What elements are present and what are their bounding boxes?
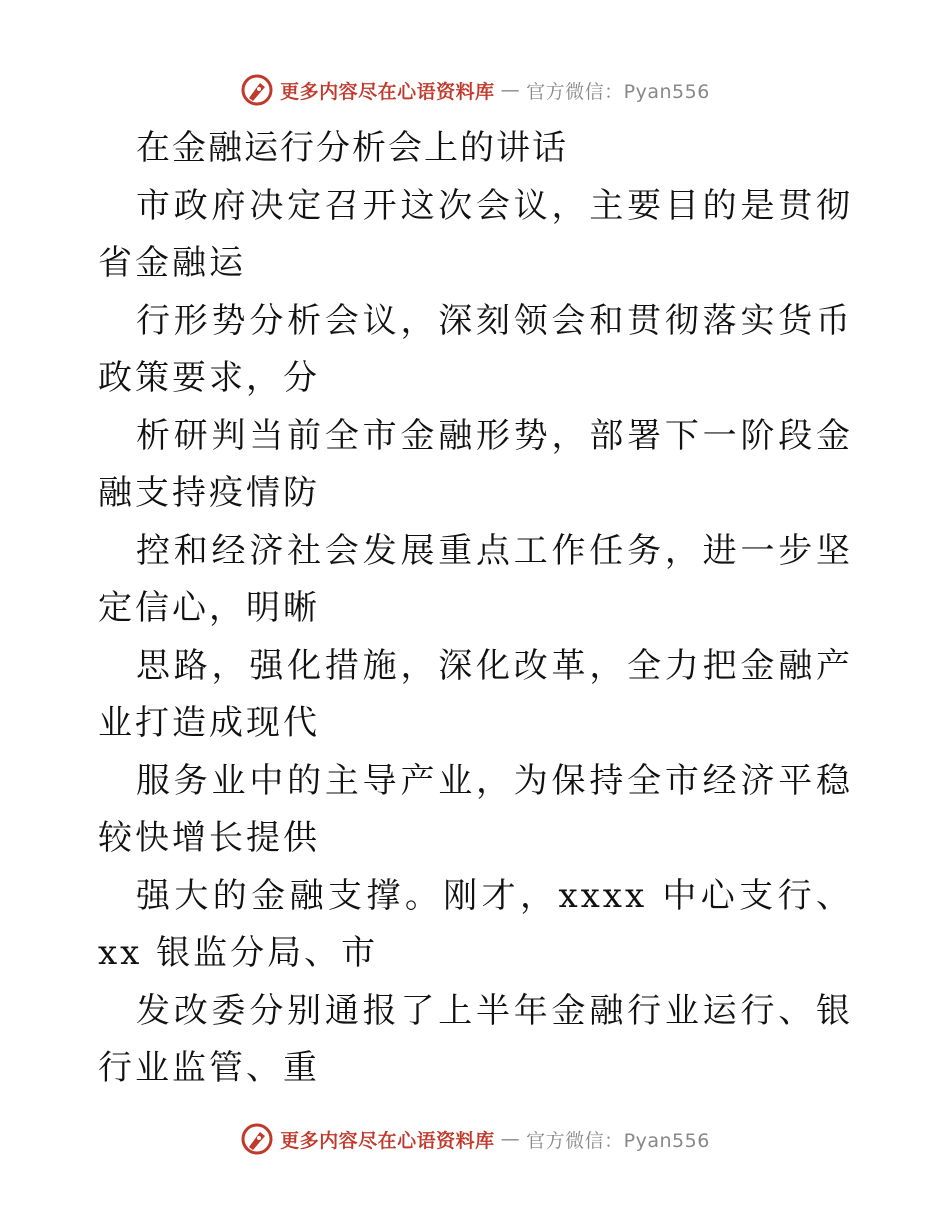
document-paragraph: 思路，强化措施，深化改革，全力把金融产业打造成现代: [98, 645, 853, 743]
banner-contact-text: 官方微信：Pyan556: [526, 1129, 710, 1152]
document-paragraph: 服务业中的主导产业，为保持全市经济平稳较快增长提供: [98, 760, 853, 858]
document-paragraph: 发改委分别通报了上半年金融行业运行、银行业监管、重: [98, 990, 853, 1088]
document-paragraph: 市政府决定召开这次会议，主要目的是贯彻省金融运: [98, 185, 853, 283]
document-paragraph: 强大的金融支撑。刚才，xxxx 中心支行、xx 银监分局、市: [98, 875, 853, 973]
document-title: 在金融运行分析会上的讲话: [136, 128, 568, 168]
header-banner: [0, 70, 950, 110]
banner-dash: —: [500, 79, 521, 101]
footer-banner: [0, 1119, 950, 1159]
document-paragraph: 行形势分析会议，深刻领会和贯彻落实货币政策要求，分: [98, 300, 853, 398]
document-body: [98, 120, 853, 1098]
banner-brand-text: 更多内容尽在心语资料库: [280, 80, 495, 103]
document-paragraph: 析研判当前全市金融形势，部署下一阶段金融支持疫情防: [98, 415, 853, 513]
banner-dash: —: [500, 1128, 521, 1150]
document-paragraph: 控和经济社会发展重点工作任务，进一步坚定信心，明晰: [98, 530, 853, 628]
pen-nib-logo-icon: [240, 1122, 274, 1156]
banner-brand-text: 更多内容尽在心语资料库: [280, 1129, 495, 1152]
banner-contact-text: 官方微信：Pyan556: [526, 80, 710, 103]
pen-nib-logo-icon: [240, 73, 274, 107]
